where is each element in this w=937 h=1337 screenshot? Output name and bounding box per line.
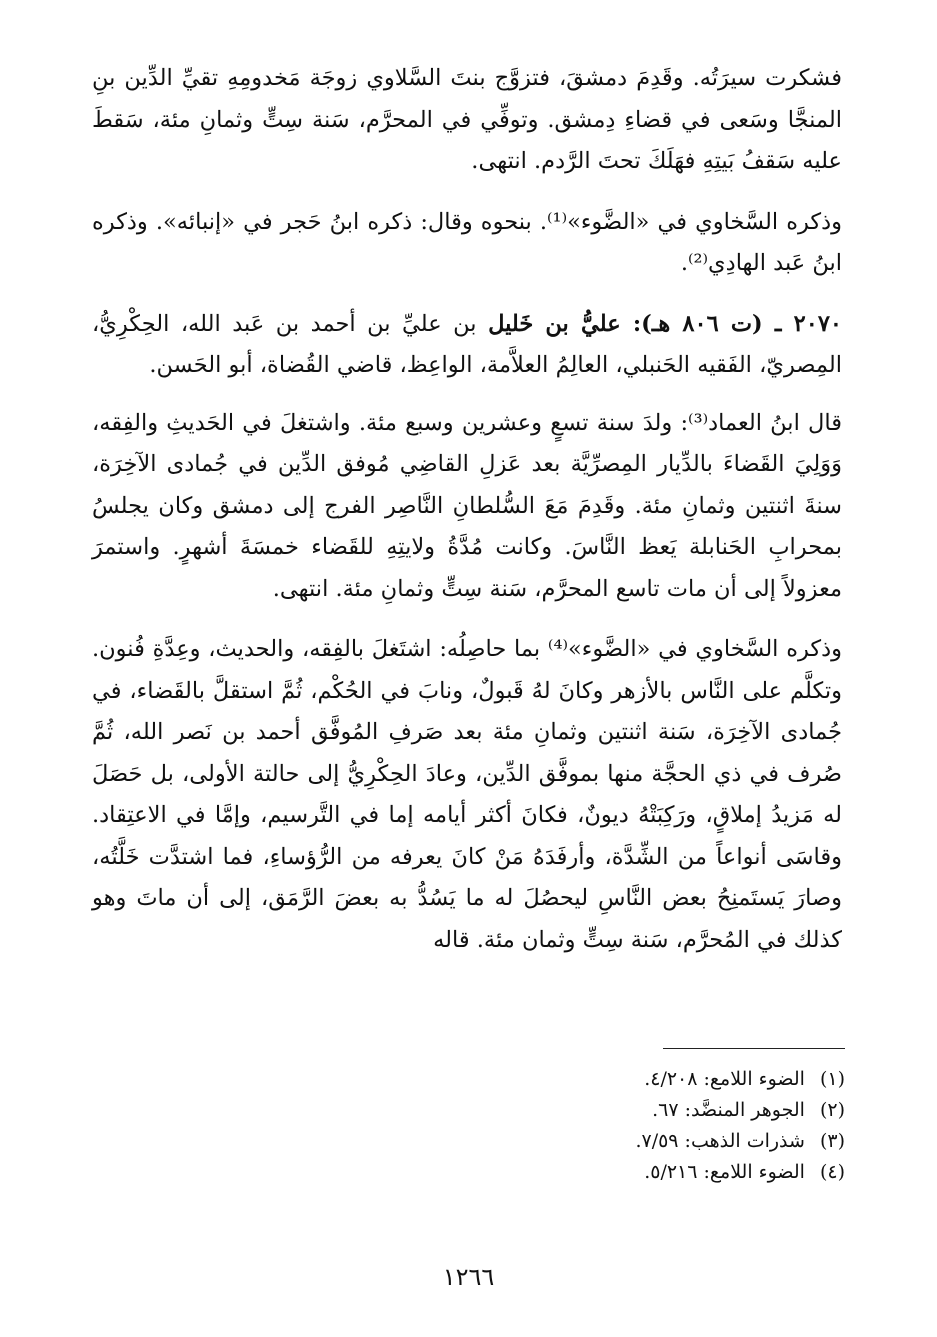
footnote-2 <box>445 1095 845 1126</box>
footnote-text: شذرات الذهب: ٧/٥٩. <box>635 1130 805 1152</box>
paragraph-1: فشكرت سيرَتُه. وقَدِمَ دمشقَ، فتزوَّج بنتَ السَّلاوي زوجَة مَخدومِهِ تقيِّ الدِّين بنِ المنجَّا وسَعى في قضاءِ دِمشق. وتوفِّي في المحرَّم، سَنة سِتٍّ وثمانِ مئة، سَقطَ عليه سَقفُ بَيتِهِ فهَلَكَ تحتَ الرَّدم. انتهى. <box>92 65 842 174</box>
footnote-divider <box>663 1048 845 1049</box>
biography-entry <box>92 304 842 387</box>
footnote-number: (٣) <box>819 1130 845 1152</box>
footnote-text: الضوء اللامع: ٥/٢١٦. <box>644 1161 805 1183</box>
footnote-number: (٢) <box>819 1099 845 1121</box>
footnote-number: (١) <box>819 1068 845 1090</box>
entry-heading: ٢٠٧٠ ـ (ت ٨٠٦ هـ): عليُّ بن خَليل <box>488 310 843 337</box>
paragraph-2: وذكره السَّخاوي في «الضَّوء»⁽¹⁾. بنحوه وقال: ذكره ابنُ حَجر في «إنبائه». وذكره ابنُ عَبد الهادِي⁽²⁾. <box>92 208 842 276</box>
footnote-number: (٤) <box>819 1161 845 1183</box>
paragraph-4: قال ابنُ العماد⁽³⁾: ولدَ سنة تسعٍ وعشرين وسبع مئة. واشتغلَ في الحَديثِ والفِقه، وَوَلِيَ القَضاءَ بالدِّيار المِصرِّيَّة بعد عَزلِ القاضِي مُوفق الدِّين في جُمادى الآخِرَة، سنةَ اثنتين وثمانِ مئة. وقَدِمَ مَعَ السُّلطانِ النَّاصِر الفرج إلى دمشق وكان يجلسُ بمحرابِ الحَنابلة يَعظ النَّاسَ. وكانت مُدَّةُ ولايتِهِ للقَضاء خمسَةَ أشهرٍ. واستمرَ معزولاً إلى أن مات تاسع المحرَّم، سَنة سِتٍّ وثمانِ مئة. انتهى. <box>92 409 842 602</box>
footnote-text: الجوهر المنضَّد: ٦٧. <box>652 1099 805 1121</box>
footnote-text: الضوء اللامع: ٤/٢٠٨. <box>644 1068 805 1090</box>
paragraph-5: وذكره السَّخاوي في «الضَّوء»⁽⁴⁾ بما حاصِلُه: اشتَغلَ بالفِقه، والحديث، وعِدَّةِ فُنون. وتكلَّم على النَّاس بالأزهر وكانَ لهُ قَبولٌ، ونابَ في الحُكْم، ثُمَّ استقلَّ بالقَضاء، في جُمادى الآخِرَة، سَنة اثنتين وثمانِ مئة بعد صَرفِ المُوفَّق أحمد بن نَصر الله، ثُمَّ صُرف في ذي الحجَّة منها بموفَّق الدِّين، وعادَ الحِكْرِيُّ إلى حالتة الأولى، بل حَصَلَ له مَزيدُ إملاقٍ، ورَكِبَتْهُ ديونٌ، فكانَ أكثر أيامه إما في التَّرسيم، وإمَّا في الاعتِقاد. وقاسَى أنواعاً من الشِّدَّة، وأرفَدَهُ مَنْ كانَ يعرفه من الرُّؤساءِ، فما اشتدَّت خَلَّتُه، وصارَ يَستَمنِحُ بعض النَّاسِ ليحصُلَ له ما يَسُدُّ به بعضَ الرَّمَق، إلى أن ماتَ وهو كذلك في المُحرَّم، سَنة سِتٍّ وثمان مئة. قاله <box>92 636 842 953</box>
footnote-1 <box>445 1064 845 1095</box>
footnotes <box>445 1064 845 1188</box>
page-body <box>92 58 842 980</box>
entry-text: بن عليِّ بن أحمد بن عَبد الله، الحِكْرِيُّ، المِصريّ، الفَقيه الحَنبلي، العالِمُ العلاَّمة، الواعِظ، قاضي القُضاة، أبو الحَسن. <box>92 310 842 378</box>
page-number: ١٢٦٦ <box>442 1263 495 1291</box>
footnote-4 <box>445 1157 845 1188</box>
footnote-3 <box>445 1126 845 1157</box>
